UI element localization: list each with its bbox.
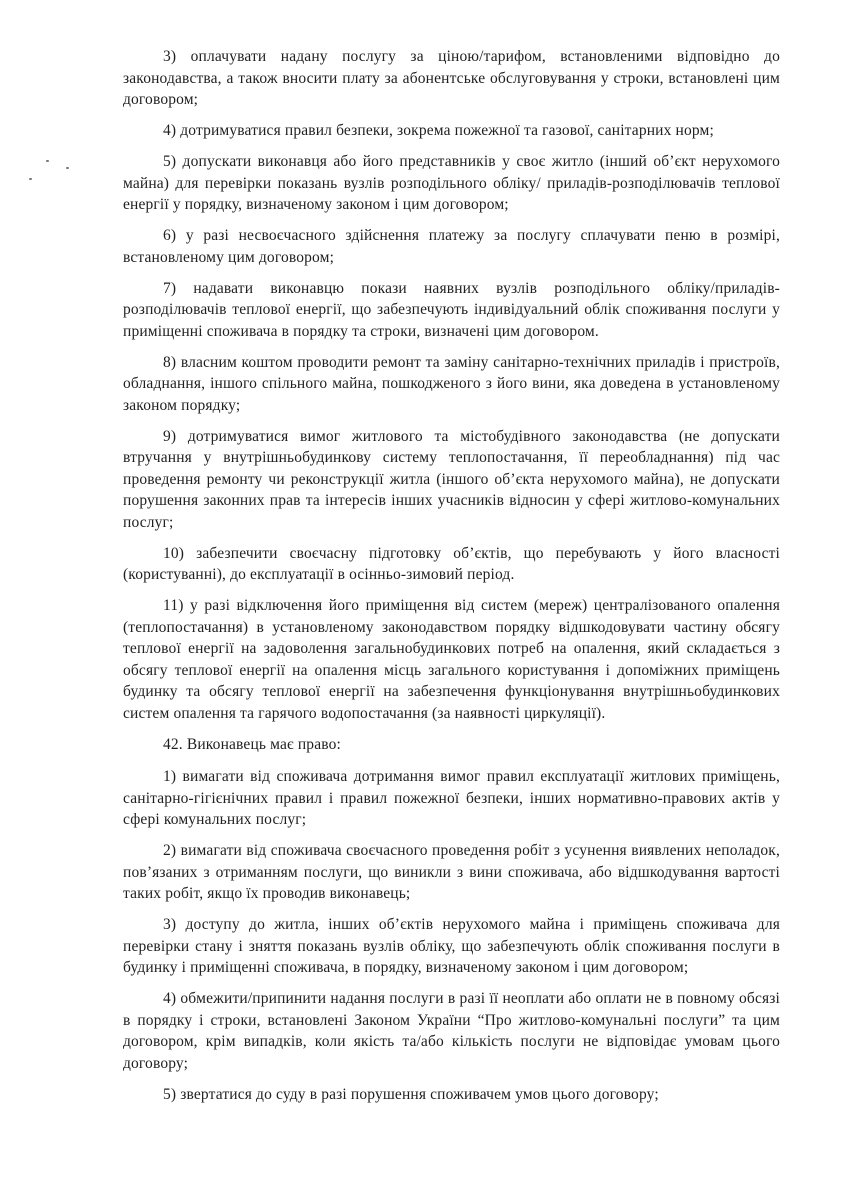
paragraph: 5) звертатися до суду в разі порушення споживачем умов цього договору; [163,1085,659,1103]
document-body [123,46,780,1105]
paragraph: 11) у разі відключення його приміщення від систем (мереж) централізованого опалення (теплопостачання) в установленому законодавством порядку відшкодовувати частину обсягу теплової енергії на задоволення загальнобудинкових потреб на опалення, який складається з обсягу теплової енергії на опалення місць загального користування і допоміжних приміщень будинку та обсягу теплової енергії на забезпечення функціонування внутрішньобудинкових систем опалення та гарячого водопостачання (за наявності циркуляції). [123,597,780,722]
scan-speck [29,178,32,180]
paragraph: 9) дотримуватися вимог житлового та містобудівного законодавства (не допускати втручання у внутрішньобудинкову систему теплопостачання, її переобладнання) під час проведення ремонту чи реконструкції житла (іншого об’єкта нерухомого майна), не допускати порушення законних прав та інтересів інших учасників відносин у сфері житлово-комунальних послуг; [123,427,780,531]
paragraph: 8) власним коштом проводити ремонт та заміну санітарно-технічних приладів і пристроїв, обладнання, іншого спільного майна, пошкодженого з його вини, яка доведена в установленому законом порядку; [123,353,780,414]
paragraph: 3) доступу до житла, інших об’єктів нерухомого майна і приміщень споживача для перевірки стану і зняття показань вузлів обліку, що забезпечують облік споживання послуги в будинку і приміщенні споживача, в порядку, визначеному законом і цим договором; [123,916,780,976]
scan-speck [46,160,49,162]
paragraph: 3) оплачувати надану послугу за ціною/тарифом, встановленими відповідно до законодавства, а також вносити плату за абонентське обслуговування у строки, встановлені цим договором; [123,48,780,108]
paragraph: 10) забезпечити своєчасну підготовку об’єктів, що перебувають у його власності (користуванні), до експлуатації в осінньо-зимовий період. [123,544,780,583]
paragraph: 4) обмежити/припинити надання послуги в разі її неоплати або оплати не в повному обсязі в порядку і строки, встановлені Законом України “Про житлово-комунальні послуги” та цим договором, крім випадків, коли якість та/або кількість послуги не відповідає умовам цього договору; [123,990,780,1072]
scan-speck [66,167,69,169]
paragraph: 1) вимагати від споживача дотримання вимог правил експлуатації житлових приміщень, санітарно-гігієнічних правил і правил пожежної безпеки, інших нормативно-правових актів у сфері комунальних послуг; [123,768,780,828]
paragraph: 5) допускати виконавця або його представників у своє житло (інший об’єкт нерухомого майна) для перевірки показань вузлів розподільного обліку/ приладів-розподілювачів теплової енергії у порядку, визначеному законом і цим договором; [123,153,780,213]
paragraph: 2) вимагати від споживача своєчасного проведення робіт з усунення виявлених неполадок, пов’язаних з отриманням послуги, що виникли з вини споживача, або відшкодування вартості таких робіт, якщо їх проводив виконавець; [123,842,780,902]
paragraph: 4) дотримуватися правил безпеки, зокрема пожежної та газової, санітарних норм; [163,122,714,139]
paragraph: 6) у разі несвоєчасного здійснення платежу за послугу сплачувати пеню в розмірі, встановленому цим договором; [123,227,780,266]
section-heading: 42. Виконавець має право: [163,735,341,753]
paragraph: 7) надавати виконавцю покази наявних вузлів розподільного обліку/приладів-розподілювачів теплової енергії, що забезпечують індивідуальний облік споживання послуги у приміщенні споживача в порядку та строки, визначені цим договором. [123,279,780,340]
